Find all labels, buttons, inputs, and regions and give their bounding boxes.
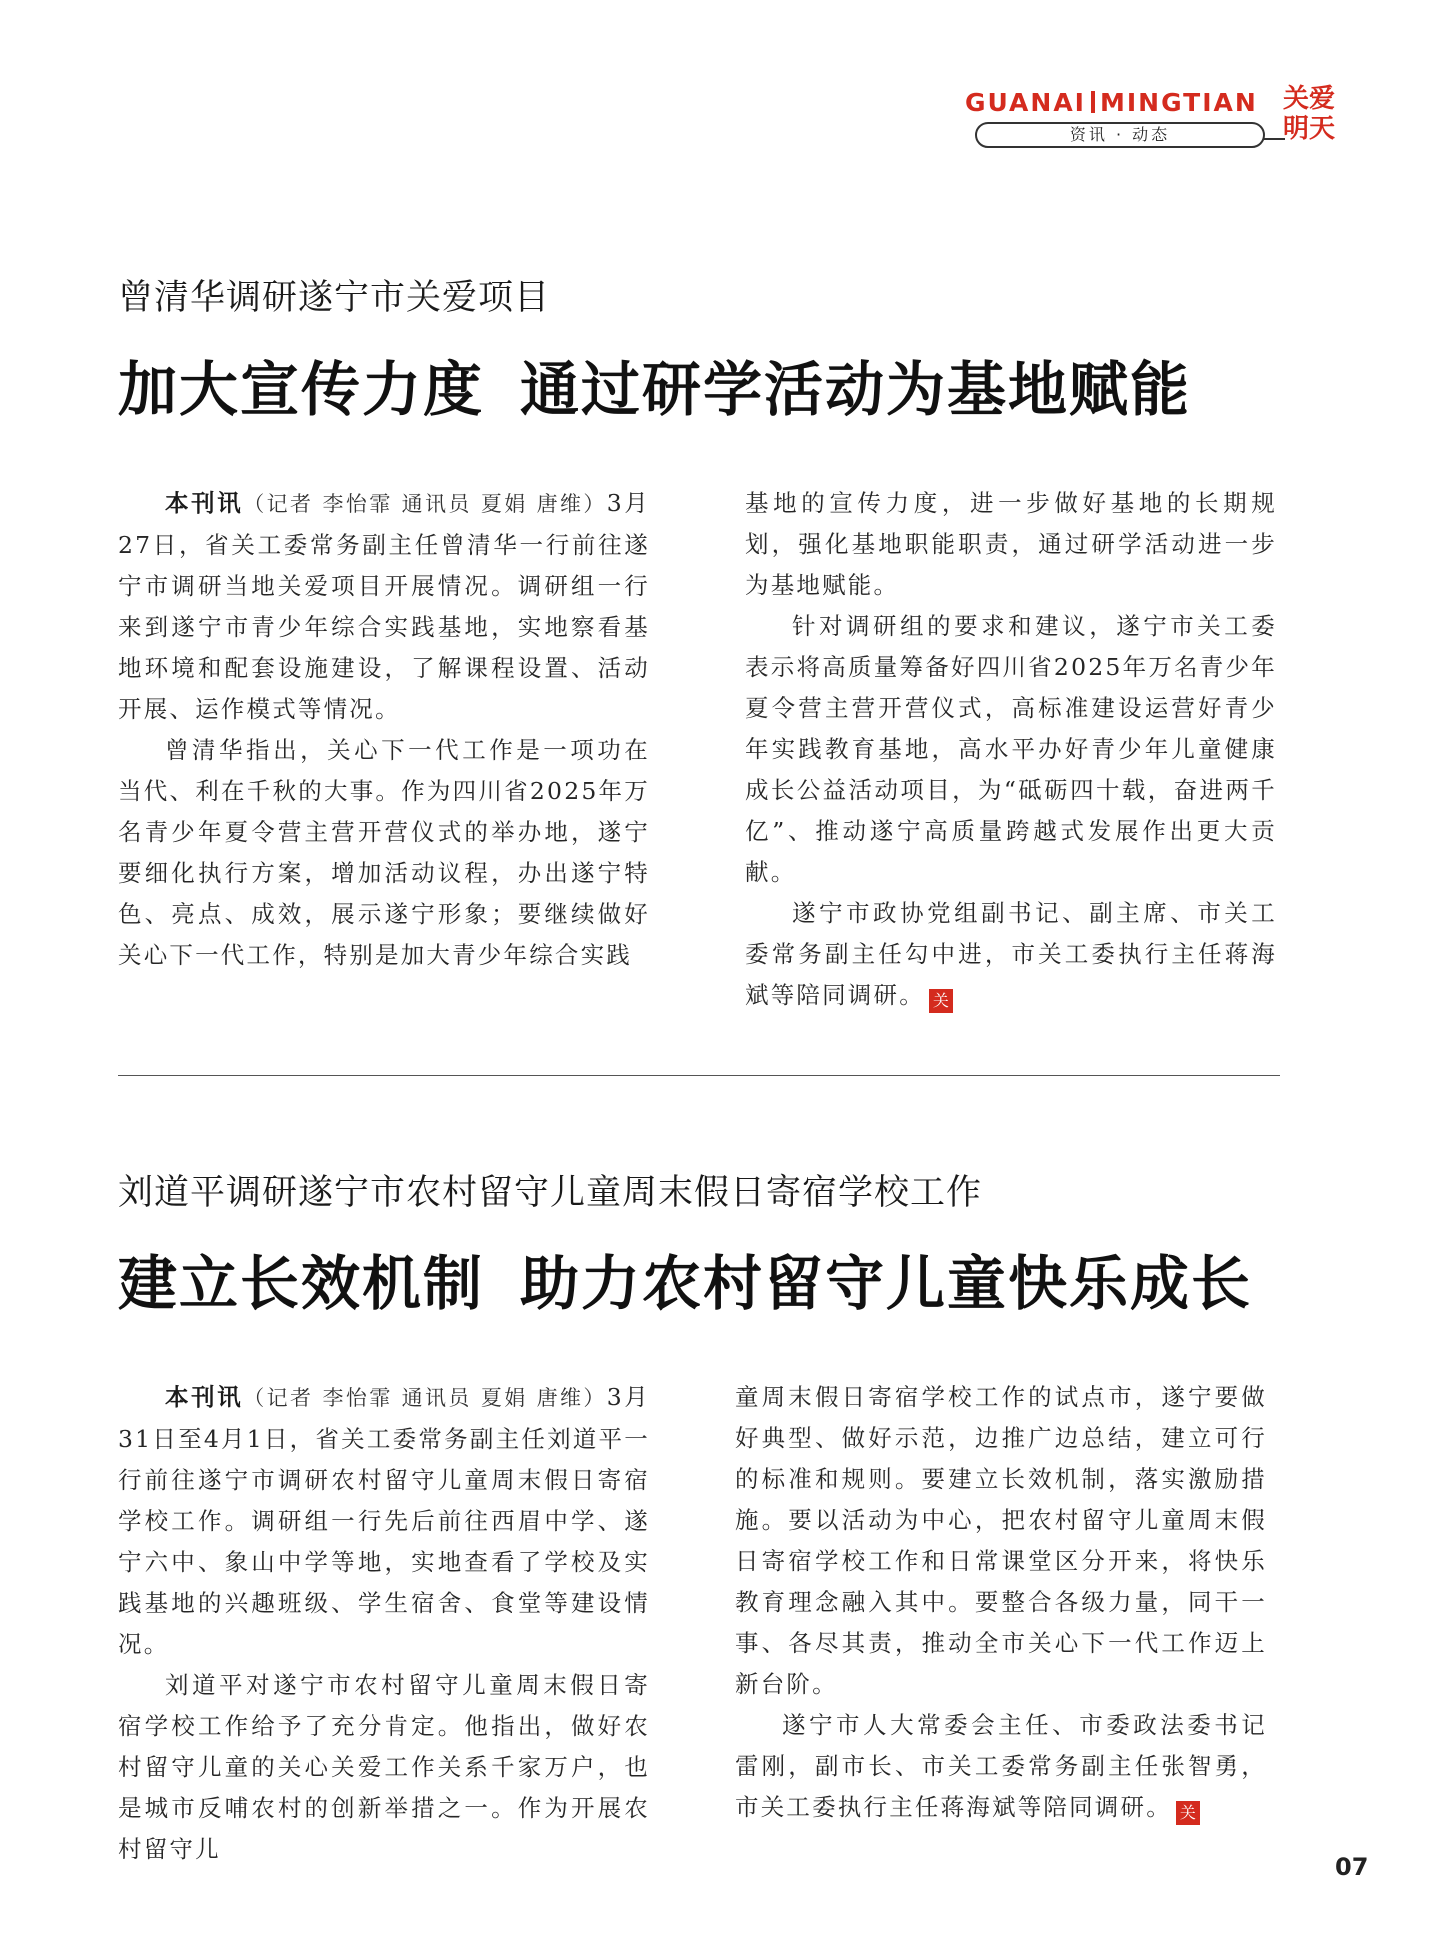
article1-paragraph-4 bbox=[745, 893, 1277, 1016]
section-label bbox=[975, 122, 1265, 148]
article2-kicker: 刘道平调研遂宁市农村留守儿童周末假日寄宿学校工作 bbox=[118, 1173, 983, 1213]
end-mark-icon: 关 bbox=[929, 989, 953, 1013]
article1-headline-a: 加大宣传力度 bbox=[118, 355, 485, 424]
section-label-text: 资讯 · 动态 bbox=[1069, 125, 1171, 144]
article2-headline-a: 建立长效机制 bbox=[118, 1249, 485, 1318]
article1-paragraph-2-continued: 基地的宣传力度，进一步做好基地的长期规划，强化基地职能职责，通过研学活动进一步为基地赋能。 bbox=[745, 489, 1277, 599]
article-divider bbox=[118, 1075, 1280, 1076]
article2-byline: （记者 李怡霏 通讯员 夏娟 唐维） bbox=[243, 1386, 607, 1410]
article2-paragraph-2-continued: 童周末假日寄宿学校工作的试点市，遂宁要做好典型、做好示范，边推广边总结，建立可行的标准和规则。要建立长效机制，落实激励措施。要以活动为中心，把农村留守儿童周末假日寄宿学校工作和日常课堂区分开来，将快乐教育理念融入其中。要整合各级力量，同干一事、各尽其责，推动全市关心下一代工作迈上新台阶。 bbox=[735, 1383, 1267, 1698]
article2-headline-b: 助力农村留守儿童快乐成长 bbox=[520, 1249, 1253, 1318]
article1-lead: 本刊讯 bbox=[165, 489, 244, 517]
brand-cn-line2: 明天 bbox=[1283, 114, 1336, 144]
brand-cn-line1: 关爱 bbox=[1283, 84, 1336, 114]
article2-p3-text: 遂宁市人大常委会主任、市委政法委书记雷刚，副市长、市关工委常务副主任张智勇，市关工委执行主任蒋海斌等陪同调研。 bbox=[735, 1711, 1267, 1821]
article1-paragraph-2: 曾清华指出，关心下一代工作是一项功在当代、利在千秋的大事。作为四川省2025年万名青少年夏令营主营开营仪式的举办地，遂宁要细化执行方案，增加活动议程，办出遂宁特色、亮点、成效，展示遂宁形象；要继续做好关心下一代工作，特别是加大青少年综合实践 bbox=[118, 736, 650, 969]
article1-column-left bbox=[118, 483, 650, 976]
page-number: 07 bbox=[1335, 1853, 1369, 1881]
article1-headline bbox=[118, 342, 1191, 427]
end-mark-icon: 关 bbox=[1176, 1801, 1200, 1825]
brand-logo-chinese bbox=[1283, 84, 1335, 144]
brand-en-right: MINGTIAN bbox=[1099, 88, 1258, 117]
article2-paragraph-2: 刘道平对遂宁市农村留守儿童周末假日寄宿学校工作给予了充分肯定。他指出，做好农村留守儿童的关心关爱工作关系千家万户，也是城市反哺农村的创新举措之一。作为开展农村留守儿 bbox=[118, 1671, 650, 1863]
article1-p4-text: 遂宁市政协党组副书记、副主席、市关工委常务副主任勾中进，市关工委执行主任蒋海斌等陪同调研。 bbox=[745, 899, 1277, 1009]
speech-tail bbox=[1263, 138, 1285, 140]
article1-column-right bbox=[745, 483, 1277, 1016]
brand-english bbox=[965, 88, 1275, 117]
article2-paragraph-3 bbox=[735, 1705, 1267, 1828]
article2-column-left bbox=[118, 1377, 650, 1870]
article2-column-right bbox=[735, 1377, 1267, 1828]
article2-p1-text: 3月31日至4月1日，省关工委常务副主任刘道平一行前往遂宁市调研农村留守儿童周末假日寄宿学校工作。调研组一行先后前往西眉中学、遂宁六中、象山中学等地，实地查看了学校及实践基地的兴趣班级、学生宿舍、食堂等建设情况。 bbox=[118, 1383, 650, 1658]
article1-byline: （记者 李怡霏 通讯员 夏娟 唐维） bbox=[243, 492, 607, 516]
article1-paragraph-1 bbox=[118, 483, 650, 730]
article2-paragraph-1 bbox=[118, 1377, 650, 1665]
article1-p1-text: 3月27日，省关工委常务副主任曾清华一行前往遂宁市调研当地关爱项目开展情况。调研组一行来到遂宁市青少年综合实践基地，实地察看基地环境和配套设施建设，了解课程设置、活动开展、运作模式等情况。 bbox=[118, 489, 650, 723]
masthead bbox=[965, 82, 1385, 162]
article2-lead: 本刊讯 bbox=[165, 1383, 244, 1411]
article1-paragraph-3: 针对调研组的要求和建议，遂宁市关工委表示将高质量筹备好四川省2025年万名青少年夏令营主营开营仪式，高标准建设运营好青少年实践教育基地，高水平办好青少年儿童健康成长公益活动项目，为“砥砺四十载，奋进两千亿”、推动遂宁高质量跨越式发展作出更大贡献。 bbox=[745, 612, 1277, 886]
article1-kicker: 曾清华调研遂宁市关爱项目 bbox=[118, 278, 551, 318]
article2-headline bbox=[118, 1236, 1252, 1321]
brand-separator bbox=[1091, 91, 1095, 113]
article1-headline-b: 通过研学活动为基地赋能 bbox=[520, 355, 1192, 424]
brand-en-left: GUANAI bbox=[965, 88, 1086, 117]
